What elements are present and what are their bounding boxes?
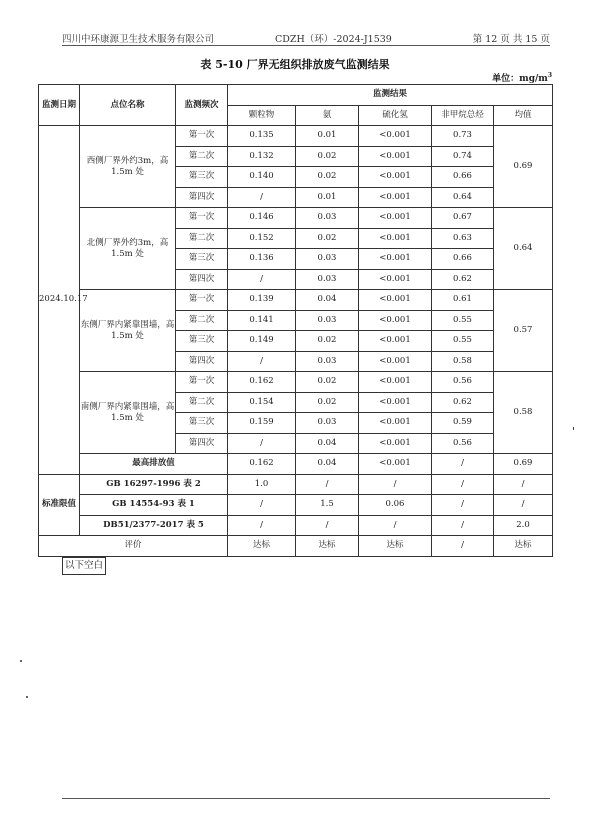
result-value: <0.001 xyxy=(359,290,432,311)
result-value: <0.001 xyxy=(359,433,432,454)
result-value: 0.02 xyxy=(296,372,359,393)
result-value: <0.001 xyxy=(359,146,432,167)
result-value: 0.04 xyxy=(296,290,359,311)
sampling-frequency: 第四次 xyxy=(176,187,228,208)
result-value: 0.02 xyxy=(296,331,359,352)
result-value: 0.62 xyxy=(432,269,494,290)
result-value: 0.152 xyxy=(228,228,296,249)
result-value: 0.01 xyxy=(296,126,359,147)
result-value: 0.73 xyxy=(432,126,494,147)
result-value: 0.03 xyxy=(296,310,359,331)
sampling-frequency: 第一次 xyxy=(176,290,228,311)
sampling-frequency: 第四次 xyxy=(176,433,228,454)
header-nmhc: 非甲烷总烃 xyxy=(432,105,494,126)
result-value: / xyxy=(228,269,296,290)
header-frequency: 监测频次 xyxy=(176,85,228,126)
header-location: 点位名称 xyxy=(80,85,176,126)
result-value: 0.03 xyxy=(296,249,359,270)
result-value: 0.03 xyxy=(296,208,359,229)
sampling-frequency: 第一次 xyxy=(176,126,228,147)
result-value: 0.61 xyxy=(432,290,494,311)
result-value: 0.66 xyxy=(432,167,494,188)
result-value: 0.162 xyxy=(228,372,296,393)
result-value: 0.02 xyxy=(296,228,359,249)
page-header xyxy=(62,28,550,44)
footer-rule xyxy=(62,798,550,799)
sampling-frequency: 第二次 xyxy=(176,310,228,331)
site-name: 西侧厂界外约3m，高 1.5m 处 xyxy=(80,126,176,208)
result-value: <0.001 xyxy=(359,269,432,290)
standard-value: / xyxy=(494,495,553,516)
sampling-frequency: 第二次 xyxy=(176,392,228,413)
table-row xyxy=(39,290,553,311)
result-value: 0.139 xyxy=(228,290,296,311)
standard-name: DB51/2377-2017 表 5 xyxy=(80,515,228,536)
table-row xyxy=(39,126,553,147)
sampling-frequency: 第四次 xyxy=(176,351,228,372)
max-row xyxy=(39,454,553,475)
page-number: 第 12 页 共 15 页 xyxy=(472,34,550,45)
standard-name: GB 14554-93 表 1 xyxy=(80,495,228,516)
result-value: 0.67 xyxy=(432,208,494,229)
standard-label: 标准限值 xyxy=(39,474,80,536)
max-value: 0.69 xyxy=(494,454,553,475)
sampling-frequency: 第三次 xyxy=(176,413,228,434)
result-value: <0.001 xyxy=(359,310,432,331)
table-row xyxy=(39,372,553,393)
site-average: 0.57 xyxy=(494,290,553,372)
result-value: <0.001 xyxy=(359,249,432,270)
standard-value: 1.0 xyxy=(228,474,296,495)
site-name: 南侧厂界内紧靠围墙，高 1.5m 处 xyxy=(80,372,176,454)
result-value: / xyxy=(228,433,296,454)
sampling-frequency: 第四次 xyxy=(176,269,228,290)
header-rule xyxy=(62,45,550,46)
result-value: 0.74 xyxy=(432,146,494,167)
result-value: 0.63 xyxy=(432,228,494,249)
standard-value: 1.5 xyxy=(296,495,359,516)
site-average: 0.64 xyxy=(494,208,553,290)
standard-value: / xyxy=(432,474,494,495)
monitoring-table xyxy=(38,84,553,557)
evaluation-value: 达标 xyxy=(228,536,296,557)
standard-value: / xyxy=(359,474,432,495)
evaluation-value: / xyxy=(432,536,494,557)
result-value: 0.02 xyxy=(296,146,359,167)
site-average: 0.58 xyxy=(494,372,553,454)
max-label: 最高排放值 xyxy=(80,454,228,475)
standard-value: / xyxy=(432,515,494,536)
standard-value: 2.0 xyxy=(494,515,553,536)
header-particulate: 颗粒物 xyxy=(228,105,296,126)
result-value: 0.59 xyxy=(432,413,494,434)
evaluation-value: 达标 xyxy=(296,536,359,557)
standard-value: / xyxy=(296,474,359,495)
standard-value: / xyxy=(296,515,359,536)
result-value: 0.159 xyxy=(228,413,296,434)
unit-label: 单位：$mg/m^3$ xyxy=(492,72,552,84)
result-value: 0.141 xyxy=(228,310,296,331)
result-value: 0.62 xyxy=(432,392,494,413)
scan-speck xyxy=(26,696,28,698)
standard-value: / xyxy=(228,495,296,516)
header-ammonia: 氨 xyxy=(296,105,359,126)
standard-name: GB 16297-1996 表 2 xyxy=(80,474,228,495)
standard-row xyxy=(39,474,553,495)
standard-row xyxy=(39,515,553,536)
result-value: 0.132 xyxy=(228,146,296,167)
result-value: 0.03 xyxy=(296,413,359,434)
max-value: 0.162 xyxy=(228,454,296,475)
result-value: <0.001 xyxy=(359,208,432,229)
result-value: 0.01 xyxy=(296,187,359,208)
result-value: / xyxy=(228,187,296,208)
header-date: 监测日期 xyxy=(39,85,80,126)
max-value: 0.04 xyxy=(296,454,359,475)
result-value: 0.146 xyxy=(228,208,296,229)
sampling-frequency: 第三次 xyxy=(176,167,228,188)
result-value: 0.56 xyxy=(432,433,494,454)
max-value: / xyxy=(432,454,494,475)
standard-value: / xyxy=(432,495,494,516)
result-value: <0.001 xyxy=(359,126,432,147)
header-results: 监测结果 xyxy=(228,85,553,106)
result-value: <0.001 xyxy=(359,167,432,188)
result-value: <0.001 xyxy=(359,331,432,352)
standard-row xyxy=(39,495,553,516)
result-value: <0.001 xyxy=(359,228,432,249)
sampling-frequency: 第一次 xyxy=(176,372,228,393)
site-average: 0.69 xyxy=(494,126,553,208)
result-value: <0.001 xyxy=(359,351,432,372)
result-value: 0.03 xyxy=(296,269,359,290)
result-value: <0.001 xyxy=(359,392,432,413)
result-value: <0.001 xyxy=(359,372,432,393)
standard-value: / xyxy=(494,474,553,495)
result-value: 0.02 xyxy=(296,167,359,188)
result-value: 0.55 xyxy=(432,310,494,331)
result-value: 0.02 xyxy=(296,392,359,413)
result-value: 0.55 xyxy=(432,331,494,352)
result-value: 0.58 xyxy=(432,351,494,372)
sampling-frequency: 第三次 xyxy=(176,331,228,352)
result-value: 0.03 xyxy=(296,351,359,372)
end-note: 以下空白 xyxy=(62,557,106,575)
header-h2s: 硫化氢 xyxy=(359,105,432,126)
result-value: 0.66 xyxy=(432,249,494,270)
standard-value: / xyxy=(228,515,296,536)
result-value: 0.140 xyxy=(228,167,296,188)
sampling-frequency: 第二次 xyxy=(176,228,228,249)
sampling-frequency: 第三次 xyxy=(176,249,228,270)
company-name: 四川中环康源卫生技术服务有限公司 xyxy=(62,34,215,45)
evaluation-value: 达标 xyxy=(359,536,432,557)
result-value: <0.001 xyxy=(359,413,432,434)
result-value: / xyxy=(228,351,296,372)
site-name: 东侧厂界内紧靠围墙，高 1.5m 处 xyxy=(80,290,176,372)
sampling-frequency: 第二次 xyxy=(176,146,228,167)
result-value: 0.136 xyxy=(228,249,296,270)
max-value: <0.001 xyxy=(359,454,432,475)
scan-speck xyxy=(20,660,22,662)
evaluation-value: 达标 xyxy=(494,536,553,557)
report-number: CDZH（环）-2024-J1539 xyxy=(275,34,392,45)
result-value: 0.64 xyxy=(432,187,494,208)
table-row xyxy=(39,208,553,229)
sampling-frequency: 第一次 xyxy=(176,208,228,229)
monitoring-date: 2024.10.17 xyxy=(39,126,80,475)
evaluation-label: 评价 xyxy=(39,536,228,557)
table-title: 表 5-10 厂界无组织排放废气监测结果 xyxy=(200,58,390,71)
result-value: 0.154 xyxy=(228,392,296,413)
result-value: 0.149 xyxy=(228,331,296,352)
result-value: 0.135 xyxy=(228,126,296,147)
result-value: 0.56 xyxy=(432,372,494,393)
standard-value: / xyxy=(359,515,432,536)
header-average: 均值 xyxy=(494,105,553,126)
scan-speck xyxy=(573,427,574,430)
evaluation-row xyxy=(39,536,553,557)
result-value: 0.04 xyxy=(296,433,359,454)
site-name: 北侧厂界外约3m，高 1.5m 处 xyxy=(80,208,176,290)
standard-value: 0.06 xyxy=(359,495,432,516)
result-value: <0.001 xyxy=(359,187,432,208)
